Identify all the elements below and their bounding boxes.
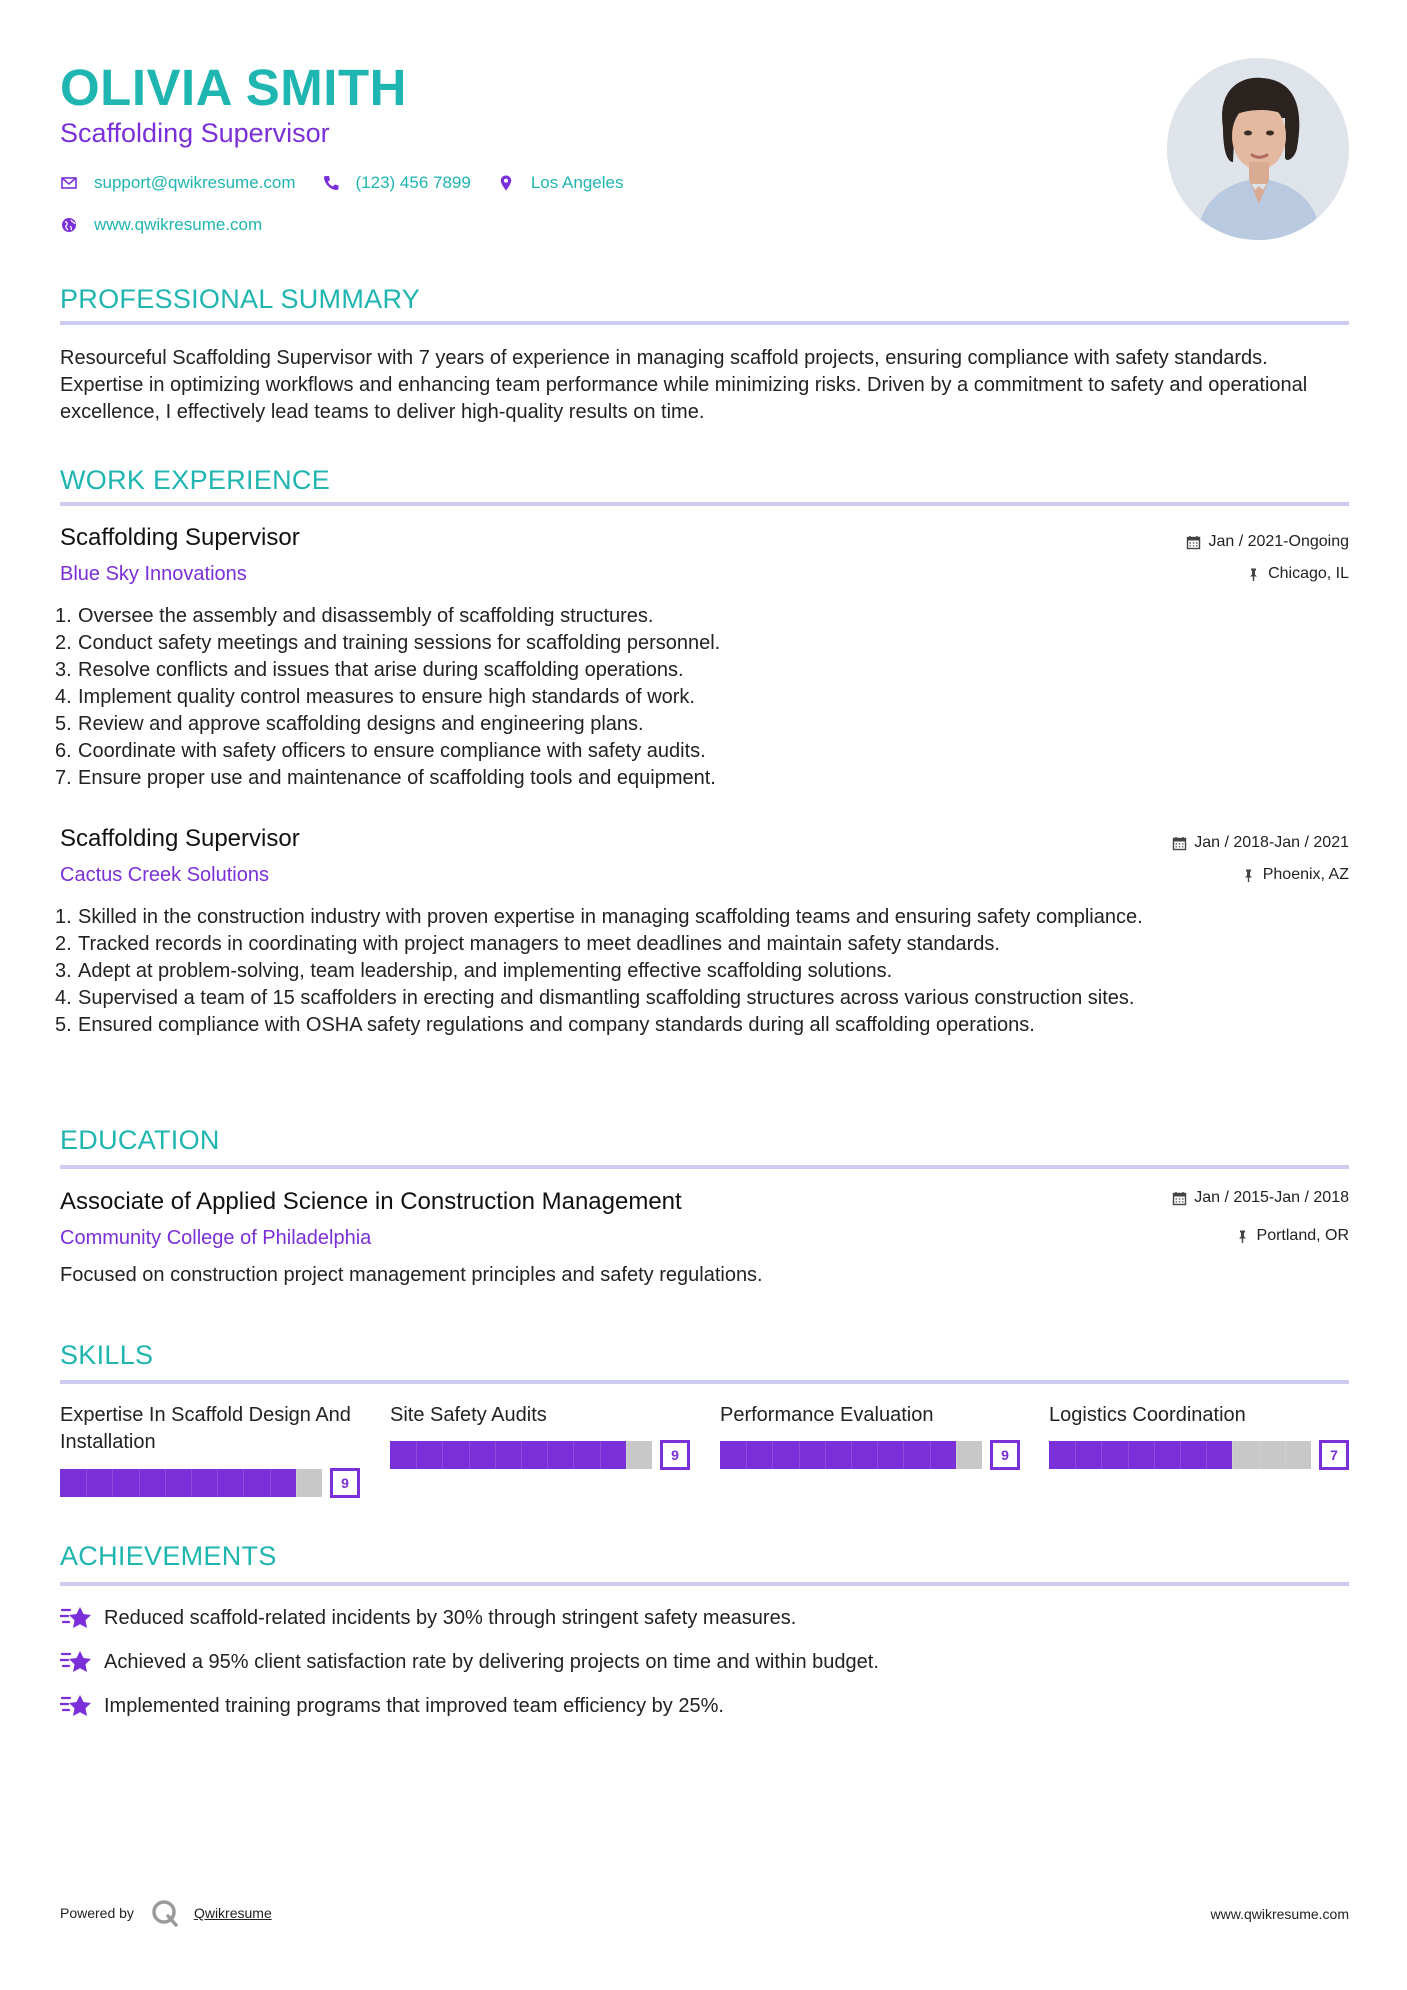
job-dates-text: Jan / 2018-Jan / 2021 [1194, 834, 1349, 851]
skill-bar [390, 1440, 690, 1470]
list-item: 5. Ensured compliance with OSHA safety regulations and company standards during all scaffolding operations. [55, 1014, 1035, 1036]
education-dates [1172, 1189, 1349, 1207]
skill-segment [772, 1441, 773, 1469]
achievement-text: Achieved a 95% client satisfaction rate by delivering projects on time and within budget. [104, 1650, 879, 1673]
skill-track [390, 1441, 652, 1469]
skills-divider [60, 1380, 1349, 1384]
calendar-icon [1172, 836, 1187, 851]
calendar-icon [1186, 535, 1201, 550]
skill-segment [903, 1441, 904, 1469]
skill-segment [243, 1469, 244, 1497]
skill-segment [1232, 1441, 1233, 1469]
education-divider [60, 1165, 1349, 1169]
skill-segment [573, 1441, 574, 1469]
job-title: Scaffolding Supervisor [60, 524, 300, 551]
job-dates [1172, 834, 1349, 852]
achievement-text: Reduced scaffold-related incidents by 30% through stringent safety measures. [104, 1606, 797, 1629]
skill-segment [930, 1441, 931, 1469]
skill-segment [1206, 1441, 1207, 1469]
list-item: 5. Review and approve scaffolding designs and engineering plans. [55, 713, 644, 735]
list-item: 6. Coordinate with safety officers to ensure compliance with safety audits. [55, 740, 706, 762]
achievement-text: Implemented training programs that improved team efficiency by 25%. [104, 1694, 724, 1717]
achievement-item [60, 1604, 796, 1632]
skill-track [1049, 1441, 1311, 1469]
globe-icon [60, 216, 78, 234]
website-text: www.qwikresume.com [94, 215, 263, 234]
skill-segment [139, 1469, 140, 1497]
skill-item [1049, 1402, 1349, 1463]
skill-segment [442, 1441, 443, 1469]
list-item: 1. Skilled in the construction industry with proven expertise in managing scaffolding teams and ensuring safety compliance. [55, 906, 1143, 928]
skill-segment [495, 1441, 496, 1469]
job-dates [1186, 533, 1349, 551]
footer-url[interactable]: www.qwikresume.com [1210, 1906, 1349, 1922]
skill-name: Site Safety Audits [390, 1404, 547, 1426]
qwikresume-logo-icon [150, 1898, 180, 1928]
skill-name: Performance Evaluation [720, 1404, 934, 1426]
job-company: Cactus Creek Solutions [60, 864, 269, 886]
list-item: 7. Ensure proper use and maintenance of scaffolding tools and equipment. [55, 767, 716, 789]
skill-segment [851, 1441, 852, 1469]
candidate-role: Scaffolding Supervisor [60, 118, 330, 148]
mail-icon [60, 174, 78, 192]
list-item: 4. Implement quality control measures to ensure high standards of work. [55, 686, 695, 708]
shooting-star-icon [60, 1648, 92, 1676]
shooting-star-icon [60, 1604, 92, 1632]
candidate-name: OLIVIA SMITH [60, 59, 407, 116]
contact-row [60, 173, 649, 193]
skill-name: Logistics Coordination [1049, 1404, 1246, 1426]
list-item: 3. Resolve conflicts and issues that arise during scaffolding operations. [55, 659, 684, 681]
skill-segment [1285, 1441, 1286, 1469]
skill-segment [1075, 1441, 1076, 1469]
skill-segment [521, 1441, 522, 1469]
job-location-text: Phoenix, AZ [1262, 866, 1349, 883]
contact-phone[interactable] [322, 173, 471, 193]
contact-location [497, 173, 624, 193]
skill-score: 7 [1319, 1440, 1349, 1470]
skill-segment [86, 1469, 87, 1497]
skill-segment [956, 1441, 957, 1469]
skill-segment [296, 1469, 297, 1497]
job-dates-text: Jan / 2021-Ongoing [1208, 533, 1349, 550]
portrait-image [1167, 58, 1349, 240]
skill-segment [746, 1441, 747, 1469]
contact-email[interactable] [60, 173, 296, 193]
achievement-item [60, 1692, 724, 1720]
experience-heading: WORK EXPERIENCE [60, 465, 331, 495]
job-company: Blue Sky Innovations [60, 563, 247, 585]
education-heading: EDUCATION [60, 1125, 220, 1155]
resume-page [55, 0, 1349, 1990]
skill-segment [165, 1469, 166, 1497]
skill-segment [600, 1441, 601, 1469]
skill-segment [1259, 1441, 1260, 1469]
job-location-text: Chicago, IL [1268, 565, 1349, 582]
skill-segment [416, 1441, 417, 1469]
skill-score: 9 [330, 1468, 360, 1498]
skill-segment [877, 1441, 878, 1469]
skill-item [720, 1402, 1020, 1463]
skill-fill [60, 1469, 296, 1497]
education-description: Focused on construction project management principles and safety regulations. [60, 1264, 763, 1286]
degree-title: Associate of Applied Science in Construction Management [60, 1188, 682, 1215]
summary-divider [60, 321, 1349, 325]
school-name: Community College of Philadelphia [60, 1227, 372, 1249]
skill-segment [626, 1441, 627, 1469]
skill-item [60, 1402, 360, 1491]
skill-segment [1154, 1441, 1155, 1469]
skill-segment [469, 1441, 470, 1469]
achievement-item [60, 1648, 879, 1676]
skill-segment [191, 1469, 192, 1497]
skill-segment [112, 1469, 113, 1497]
list-item: 2. Conduct safety meetings and training sessions for scaffolding personnel. [55, 632, 721, 654]
pushpin-icon [1246, 567, 1261, 582]
footer-powered-by [60, 1898, 272, 1928]
education-dates-text: Jan / 2015-Jan / 2018 [1194, 1189, 1349, 1206]
skill-segment [1128, 1441, 1129, 1469]
list-item: 4. Supervised a team of 15 scaffolders in erecting and dismantling scaffolding structures across various construction sites. [55, 987, 1135, 1009]
education-location [1235, 1227, 1349, 1245]
job-duties-list [55, 603, 1349, 792]
contact-website[interactable] [60, 215, 262, 235]
pushpin-icon [1241, 868, 1256, 883]
skill-segment [825, 1441, 826, 1469]
job-duties-list [55, 904, 1330, 1039]
skill-fill [1049, 1441, 1232, 1469]
skill-segment [799, 1441, 800, 1469]
summary-heading: PROFESSIONAL SUMMARY [60, 284, 421, 314]
skill-name: Expertise In Scaffold Design And Installation [60, 1404, 351, 1453]
shooting-star-icon [60, 1692, 92, 1720]
skill-segment [217, 1469, 218, 1497]
location-pin-icon [497, 174, 515, 192]
list-item: 1. Oversee the assembly and disassembly of scaffolding structures. [55, 605, 654, 627]
skill-fill [720, 1441, 956, 1469]
email-text: support@qwikresume.com [94, 173, 296, 192]
phone-icon [322, 174, 340, 192]
phone-text: (123) 456 7899 [355, 173, 471, 192]
skill-segment [1101, 1441, 1102, 1469]
pushpin-icon [1235, 1229, 1250, 1244]
skill-score: 9 [660, 1440, 690, 1470]
profile-photo [1167, 58, 1349, 240]
job-location [1241, 866, 1349, 884]
calendar-icon [1172, 1191, 1187, 1206]
skill-segment [1180, 1441, 1181, 1469]
location-text: Los Angeles [530, 173, 624, 192]
skill-segment [270, 1469, 271, 1497]
skill-bar [1049, 1440, 1349, 1470]
powered-by-label: Powered by [60, 1905, 134, 1921]
skill-track [60, 1469, 322, 1497]
skill-track [720, 1441, 982, 1469]
qwikresume-link[interactable]: Qwikresume [193, 1905, 272, 1921]
skill-score: 9 [990, 1440, 1020, 1470]
achievements-divider [60, 1582, 1349, 1586]
list-item: 3. Adept at problem-solving, team leadership, and implementing effective scaffolding solutions. [55, 960, 893, 982]
skill-bar [720, 1440, 1020, 1470]
job-location [1246, 565, 1349, 583]
skill-bar [60, 1468, 360, 1498]
contact-row-website [60, 215, 288, 235]
education-location-text: Portland, OR [1256, 1227, 1349, 1244]
achievements-heading: ACHIEVEMENTS [60, 1541, 277, 1571]
skill-fill [390, 1441, 626, 1469]
skill-segment [547, 1441, 548, 1469]
skills-heading: SKILLS [60, 1340, 154, 1370]
job-title: Scaffolding Supervisor [60, 825, 300, 852]
experience-divider [60, 502, 1349, 506]
summary-text: Resourceful Scaffolding Supervisor with 7 years of experience in managing scaffold projects, ensuring compliance with safety standards. Expertise in optimizing workflows and enhancing team performance while minimizing risks. Driven by a commitment to safety and operational excellence, I effectively lead teams to deliver high-quality results on time. [60, 347, 1308, 423]
skill-item [390, 1402, 690, 1463]
list-item: 2. Tracked records in coordinating with project managers to meet deadlines and maintain safety standards. [55, 933, 1000, 955]
